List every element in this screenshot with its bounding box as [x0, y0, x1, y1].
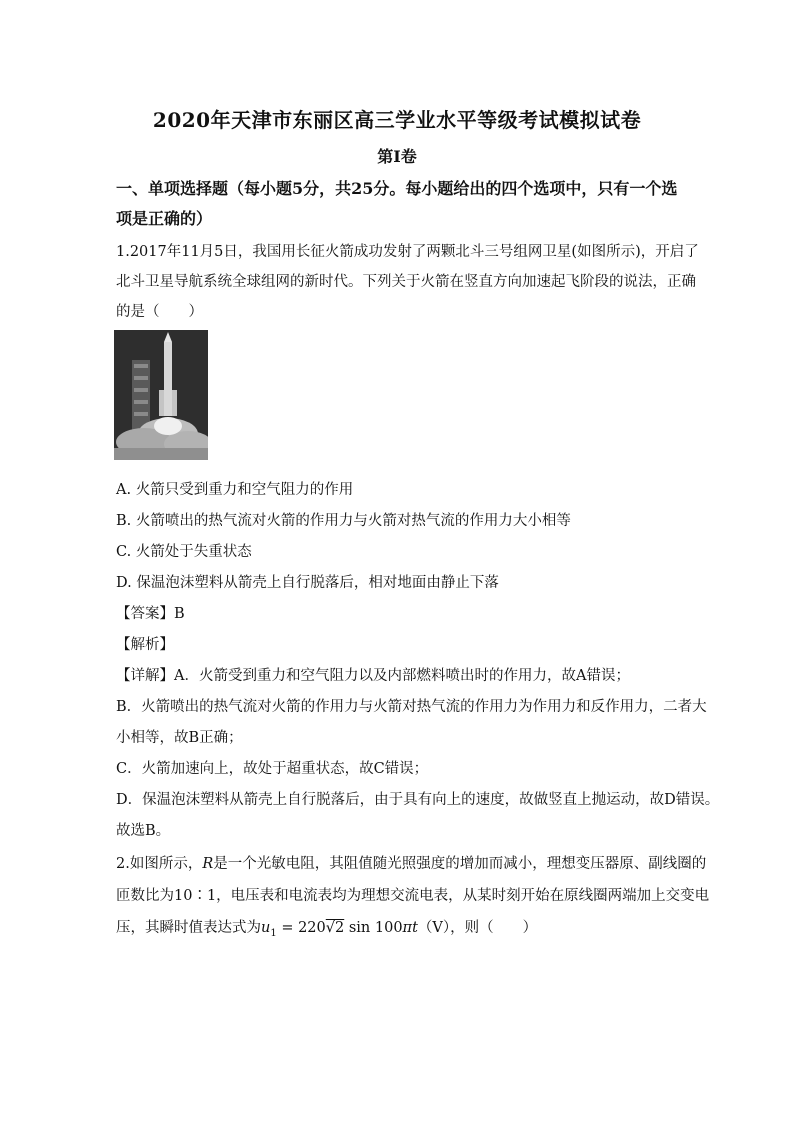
volume-heading: 第I卷	[377, 147, 417, 166]
q1-stem-line3: 的是（ ）	[116, 304, 203, 320]
q1-detail-b-line1: B．火箭喷出的热气流对火箭的作用力与火箭对热气流的作用力为作用力和反作用力，二者大	[116, 699, 707, 715]
q1-option-c: C. 火箭处于失重状态	[116, 544, 252, 560]
q1-detail-b-line2: 小相等，故B正确；	[116, 730, 243, 746]
q1-stem-line1: 1.2017年11月5日，我国用长征火箭成功发射了两颗北斗三号组网卫星(如图所示)，开启了	[116, 244, 699, 260]
section-heading-line1: 一、单项选择题（每小题5分，共25分。每小题给出的四个选项中，只有一个选	[116, 179, 678, 198]
answer-value: B	[174, 606, 185, 622]
formula-sin: sin 100	[344, 920, 403, 936]
page-title: 2020年天津市东丽区高三学业水平等级考试模拟试卷	[152, 108, 642, 132]
q2-stem-line3	[116, 916, 686, 939]
q2-stem-line1	[116, 852, 707, 873]
q2-variable-r: R	[202, 856, 214, 872]
q1-stem-line2: 北斗卫星导航系统全球组网的新时代。下列关于火箭在竖直方向加速起飞阶段的说法，正确	[116, 274, 696, 290]
detail-tag: 【详解】	[116, 668, 174, 684]
rocket-launch-illustration	[114, 330, 208, 460]
q2-line1-post: 是一个光敏电阻，其阻值随光照强度的增加而减小，理想变压器原、副线圈的	[213, 856, 707, 872]
rocket-launch-photo	[114, 330, 208, 460]
q1-answer	[116, 602, 686, 623]
formula-equals: = 220	[276, 920, 326, 936]
formula-subscript: 1	[270, 927, 277, 939]
formula-pi-t: πt	[402, 920, 418, 936]
formula-u: u	[261, 920, 271, 936]
q2-line1-pre: 2.如图所示，	[116, 856, 203, 872]
answer-tag: 【答案】	[116, 606, 174, 622]
q1-detail-c: C．火箭加速向上，故处于超重状态，故C错误；	[116, 761, 429, 777]
detail-a-text: A．火箭受到重力和空气阻力以及内部燃料喷出时的作用力，故A错误；	[174, 668, 630, 684]
formula-sqrt: √2	[325, 920, 345, 936]
q1-option-a: A. 火箭只受到重力和空气阻力的作用	[116, 482, 354, 498]
q1-conclusion: 故选B。	[116, 823, 171, 839]
q2-line3-pre: 压，其瞬时值表达式为	[116, 920, 261, 936]
voltage-formula	[261, 920, 418, 939]
q1-option-b: B. 火箭喷出的热气流对火箭的作用力与火箭对热气流的作用力大小相等	[116, 513, 571, 529]
section-heading-line2: 项是正确的）	[116, 209, 213, 228]
q1-option-d: D. 保温泡沫塑料从箭壳上自行脱落后，相对地面由静止下落	[116, 575, 499, 591]
q1-analysis-tag: 【解析】	[116, 637, 174, 653]
q2-line3-post: （V），则（ ）	[417, 920, 538, 936]
q1-detail-a	[116, 664, 686, 685]
q1-detail-d: D．保温泡沫塑料从箭壳上自行脱落后，由于具有向上的速度，故做竖直上抛运动，故D错误。	[116, 792, 720, 808]
q2-stem-line2: 匝数比为10∶1，电压表和电流表均为理想交流电表，从某时刻开始在原线圈两端加上交变电	[116, 888, 710, 904]
